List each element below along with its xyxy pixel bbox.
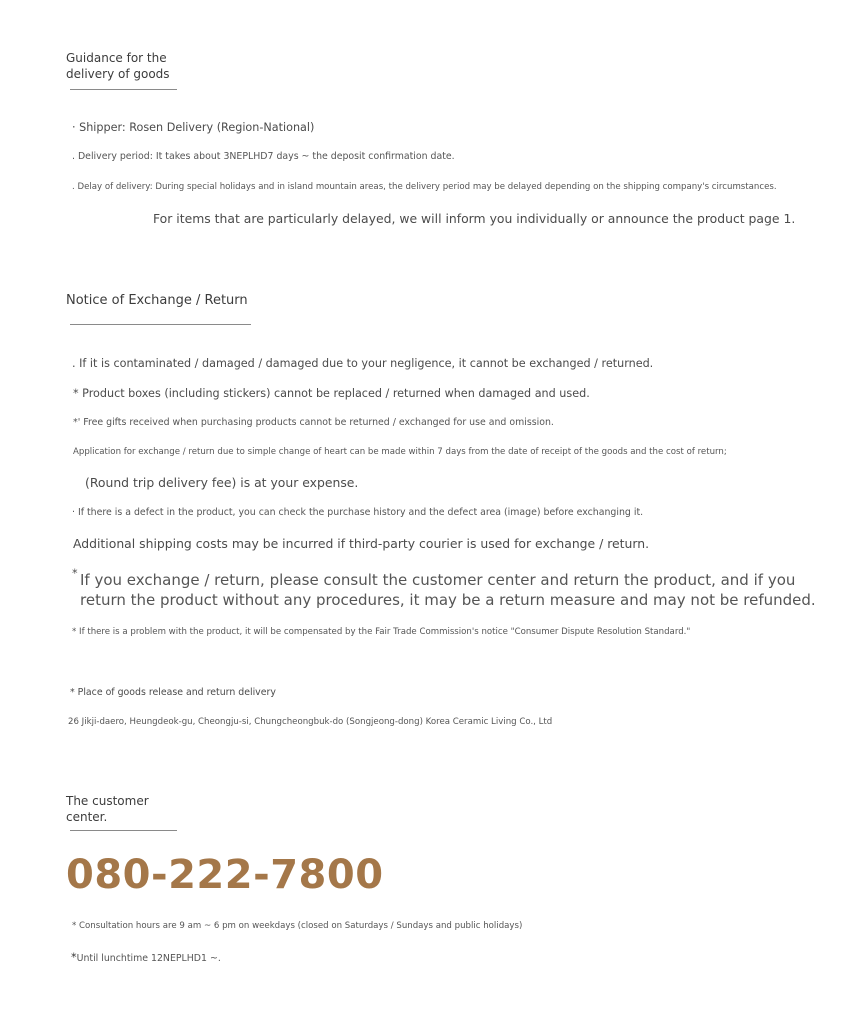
customer-hours: * Consultation hours are 9 am ~ 6 pm on weekdays (closed on Saturdays / Sundays and public holidays): [72, 921, 523, 931]
delivery-period: . Delivery period: It takes about 3NEPLHD7 days ~ the deposit confirmation date.: [72, 151, 455, 162]
exchange-item-consult: [80, 570, 816, 610]
customer-lunch-mark: *: [71, 951, 77, 964]
delivery-notice: For items that are particularly delayed, we will inform you individually or announce the product page 1.: [153, 211, 796, 226]
exchange-item-round-trip: (Round trip delivery fee) is at your expense.: [85, 475, 359, 490]
exchange-heading-divider: [70, 324, 251, 325]
customer-heading-line2: center.: [66, 810, 108, 824]
exchange-item-consult-line2: return the product without any procedures, it may be a return measure and may not be refunded.: [80, 591, 816, 609]
exchange-item-gifts: *' Free gifts received when purchasing products cannot be returned / exchanged for use and omission.: [73, 417, 554, 428]
exchange-item-defect: · If there is a defect in the product, you can check the purchase history and the defect area (image) before exchanging it.: [72, 507, 644, 518]
exchange-item-change-of-heart: Application for exchange / return due to simple change of heart can be made within 7 days from the date of receipt of the goods and the cost of return;: [73, 447, 727, 457]
customer-heading-line1: The customer: [66, 794, 149, 808]
delivery-heading: [66, 50, 170, 82]
exchange-item-fair-trade: * If there is a problem with the product, it will be compensated by the Fair Trade Commission's notice "Consumer Dispute Resolution Standard.": [72, 627, 691, 637]
delivery-heading-divider: [70, 89, 177, 90]
exchange-item-boxes: * Product boxes (including stickers) cannot be replaced / returned when damaged and used.: [73, 387, 590, 400]
customer-lunch: [71, 946, 221, 965]
delivery-delay: . Delay of delivery: During special holidays and in island mountain areas, the delivery period may be delayed depending on the shipping company's circumstances.: [72, 182, 777, 192]
delivery-heading-line2: delivery of goods: [66, 67, 170, 81]
exchange-heading: Notice of Exchange / Return: [66, 293, 248, 308]
customer-phone-number: 080-222-7800: [66, 852, 384, 898]
exchange-item-contaminated: . If it is contaminated / damaged / damaged due to your negligence, it cannot be exchanged / returned.: [72, 357, 654, 370]
exchange-item-consult-mark: *: [72, 567, 78, 580]
release-label: * Place of goods release and return delivery: [70, 687, 276, 698]
exchange-item-consult-line1: If you exchange / return, please consult the customer center and return the product, and if you: [80, 571, 796, 589]
customer-lunch-text: Until lunchtime 12NEPLHD1 ~.: [76, 953, 221, 964]
delivery-shipper: · Shipper: Rosen Delivery (Region-National): [72, 121, 315, 134]
customer-heading-divider: [70, 830, 177, 831]
release-address: 26 Jikji-daero, Heungdeok-gu, Cheongju-si, Chungcheongbuk-do (Songjeong-dong) Korea Ceramic Living Co., Ltd: [68, 717, 553, 727]
exchange-item-shipping-costs: Additional shipping costs may be incurred if third-party courier is used for exchange / return.: [73, 536, 650, 551]
customer-heading: [66, 793, 149, 825]
delivery-heading-line1: Guidance for the: [66, 51, 167, 65]
